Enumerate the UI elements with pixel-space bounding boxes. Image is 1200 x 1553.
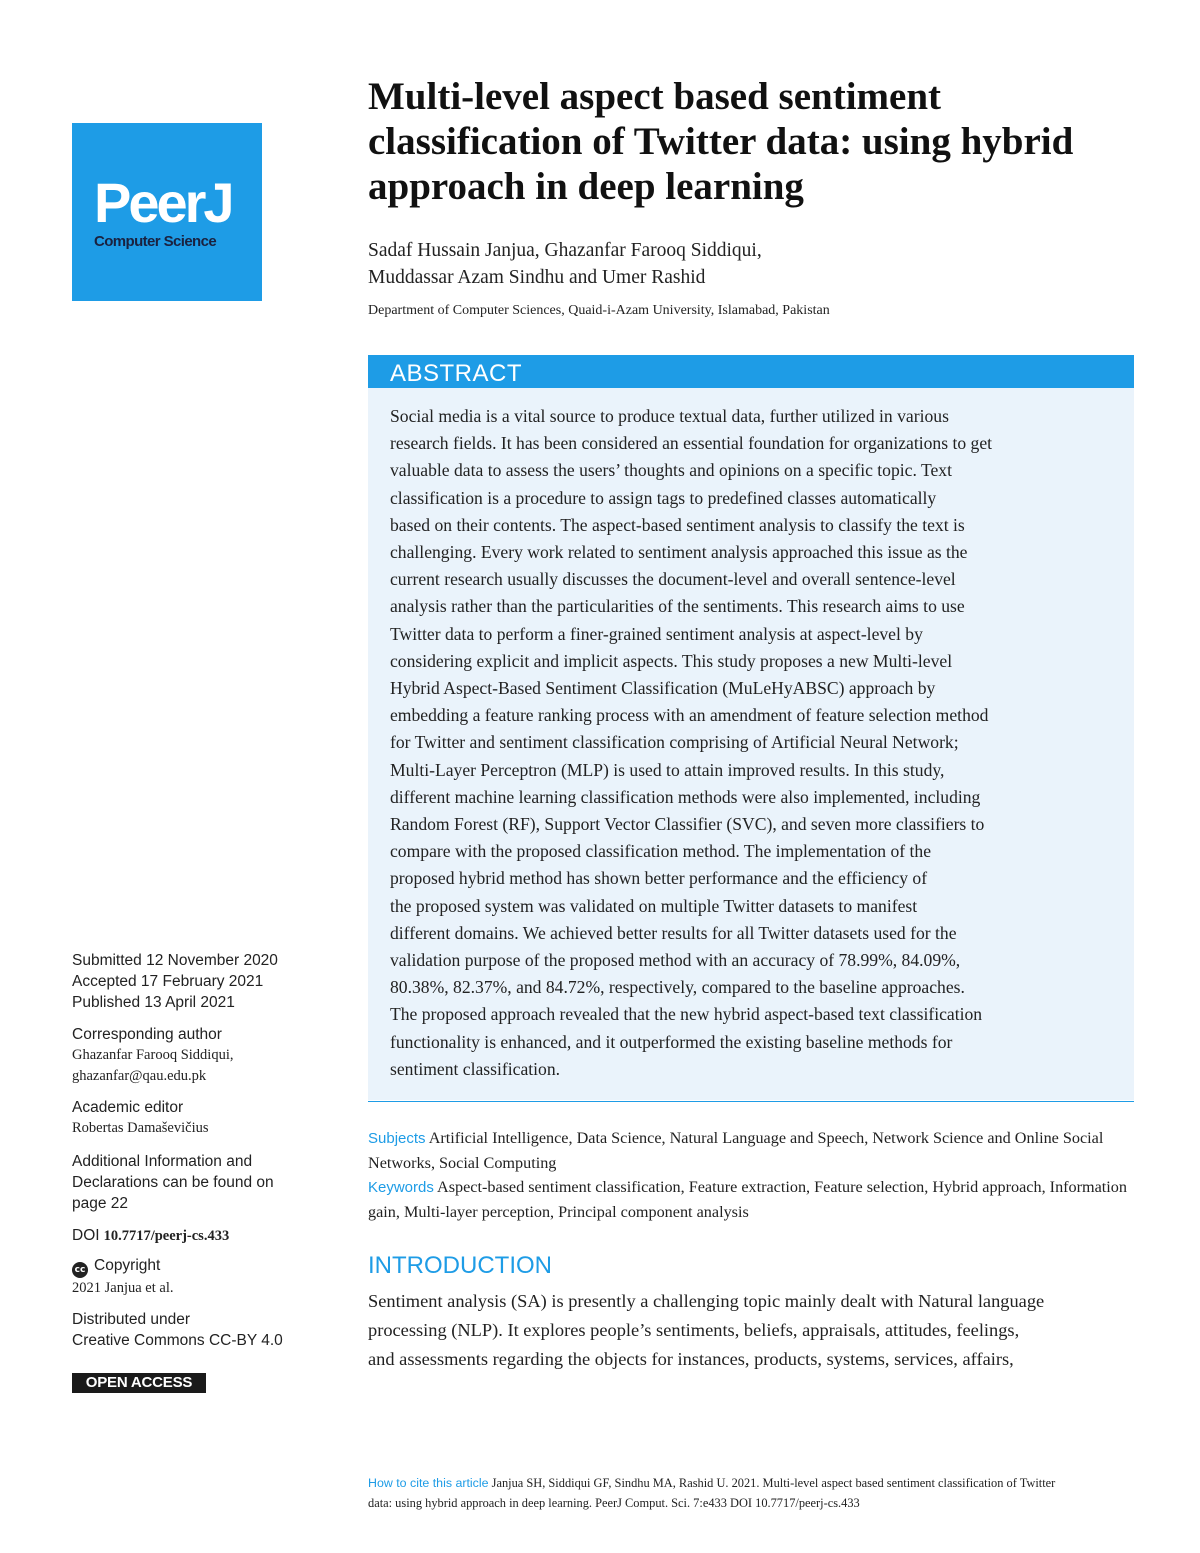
abstract-line: different domains. We achieved better results for all Twitter datasets used for the [390,922,957,943]
license-block [72,1309,332,1351]
introduction-line: and assessments regarding the objects for instances, products, systems, services, affairs, [368,1349,1014,1369]
abstract-line: Social media is a vital source to produce textual data, further utilized in various [390,406,949,426]
abstract-heading: ABSTRACT [390,360,523,387]
logo-subtitle: Computer Science [94,233,217,250]
additional-info-line: Additional Information and [72,1153,253,1170]
additional-info-block [72,1151,332,1214]
introduction-line: processing (NLP). It explores people’s sentiments, beliefs, appraisals, attitudes, feelings, [368,1320,1020,1340]
abstract-line: proposed hybrid method has shown better performance and the efficiency of [390,868,928,889]
keywords-label: Keywords [368,1179,434,1196]
author-line: Muddassar Azam Sindhu and Umer Rashid [368,267,706,288]
peerj-logo [72,123,262,301]
copyright-text: 2021 Janjua et al. [72,1280,174,1296]
academic-editor-block [72,1097,332,1139]
open-access-badge: OPEN ACCESS [72,1373,206,1393]
abstract-line: Twitter data to perform a finer-grained sentiment analysis at aspect-level by [390,623,923,644]
author-line: Sadaf Hussain Janjua, Ghazanfar Farooq Siddiqui, [368,240,762,261]
abstract-line: embedding a feature ranking process with an amendment of feature selection method [390,705,989,726]
abstract-text [390,403,1108,1083]
abstract-line: for Twitter and sentiment classification comprising of Artificial Neural Network; [390,732,959,753]
abstract-line: The proposed approach revealed that the new hybrid aspect-based text classification [390,1004,983,1025]
subjects-text: Artificial Intelligence, Data Science, Natural Language and Speech, Network Science and Online Social Networks, Social Computing [368,1129,1104,1172]
abstract-line: analysis rather than the particularities of the sentiments. This research aims to use [390,596,965,617]
abstract-line: classification is a procedure to assign tags to predefined classes automatically [390,487,937,508]
abstract-line: current research usually discusses the document-level and overall sentence-level [390,569,956,590]
abstract-box [368,355,1134,1100]
citation-footer [368,1473,1138,1513]
article-title [368,74,1168,209]
affiliation: Department of Computer Sciences, Quaid-i-Azam University, Islamabad, Pakistan [368,303,830,318]
abstract-line: Hybrid Aspect-Based Sentiment Classification (MuLeHyABSC) approach by [390,678,936,699]
license-line[interactable]: Creative Commons CC-BY 4.0 [72,1332,283,1349]
keywords-block [368,1175,1138,1224]
abstract-line: sentiment classification. [390,1058,561,1079]
title-line: Multi-level aspect based sentiment [368,75,942,118]
license-line: Distributed under [72,1311,191,1328]
abstract-line: Multi-Layer Perceptron (MLP) is used to attain improved results. In this study, [390,759,945,780]
editor-name: Robertas Damaševičius [72,1120,209,1136]
subjects-label: Subjects [368,1130,426,1147]
logo-brand: PeerJ [94,171,232,234]
additional-info-line: Declarations can be found on [72,1174,274,1191]
abstract-line: considering explicit and implicit aspects. This study proposes a new Multi-level [390,650,953,671]
abstract-line: compare with the proposed classification method. The implementation of the [390,841,932,862]
accepted-date: Accepted 17 February 2021 [72,973,264,990]
corresponding-name: Ghazanfar Farooq Siddiqui, [72,1047,234,1063]
editor-label: Academic editor [72,1099,184,1116]
citation-line: data: using hybrid approach in deep learning. PeerJ Comput. Sci. 7:e433 DOI 10.7717/peerj-cs.433 [368,1496,860,1510]
dates-block [72,950,332,1013]
abstract-line: 80.38%, 82.37%, and 84.72%, respectively, compared to the baseline approaches. [390,977,965,998]
corresponding-email[interactable]: ghazanfar@qau.edu.pk [72,1068,207,1084]
abstract-line: research fields. It has been considered an essential foundation for organizations to get [390,433,993,454]
title-line: approach in deep learning [368,165,804,208]
abstract-line: different machine learning classification methods were also implemented, including [390,786,981,807]
corresponding-author-block [72,1024,332,1087]
citation-label: How to cite this article [368,1476,489,1490]
copyright-label: Copyright [94,1257,161,1274]
abstract-line: valuable data to assess the users’ thoughts and opinions on a specific topic. Text [390,460,952,481]
corresponding-label: Corresponding author [72,1026,222,1043]
abstract-line: functionality is enhanced, and it outperformed the existing baseline methods for [390,1031,953,1052]
doi-block [72,1225,332,1247]
doi-label: DOI [72,1227,100,1244]
doi-value[interactable]: 10.7717/peerj-cs.433 [103,1228,230,1244]
citation-line: Janjua SH, Siddiqui GF, Sindhu MA, Rashid U. 2021. Multi-level aspect based sentiment classification of Twitter [491,1476,1056,1490]
abstract-line: challenging. Every work related to sentiment analysis approached this issue as the [390,542,968,563]
subjects-keywords [368,1126,1138,1224]
abstract-line: validation purpose of the proposed method with an accuracy of 78.99%, 84.09%, [390,950,961,971]
subjects-block [368,1126,1138,1175]
author-list [368,237,1148,291]
additional-info-line: page 22 [72,1195,129,1212]
introduction-heading: INTRODUCTION [368,1252,552,1279]
submitted-date: Submitted 12 November 2020 [72,952,278,969]
abstract-line: the proposed system was validated on multiple Twitter datasets to manifest [390,895,918,916]
abstract-header-bar [368,355,1134,388]
introduction-text [368,1287,1136,1374]
abstract-line: based on their contents. The aspect-based sentiment analysis to classify the text is [390,514,965,535]
abstract-line: Random Forest (RF), Support Vector Classifier (SVC), and seven more classifiers to [390,814,985,835]
published-date: Published 13 April 2021 [72,994,235,1011]
abstract-divider [368,1101,1134,1102]
copyright-block [72,1255,332,1299]
introduction-line: Sentiment analysis (SA) is presently a challenging topic mainly dealt with Natural language [368,1291,1045,1311]
cc-icon: cc [72,1262,88,1278]
keywords-text: Aspect-based sentiment classification, Feature extraction, Feature selection, Hybrid approach, Information gain, Multi-layer perception, Principal component analysis [368,1178,1127,1221]
title-line: classification of Twitter data: using hybrid [368,120,1074,163]
